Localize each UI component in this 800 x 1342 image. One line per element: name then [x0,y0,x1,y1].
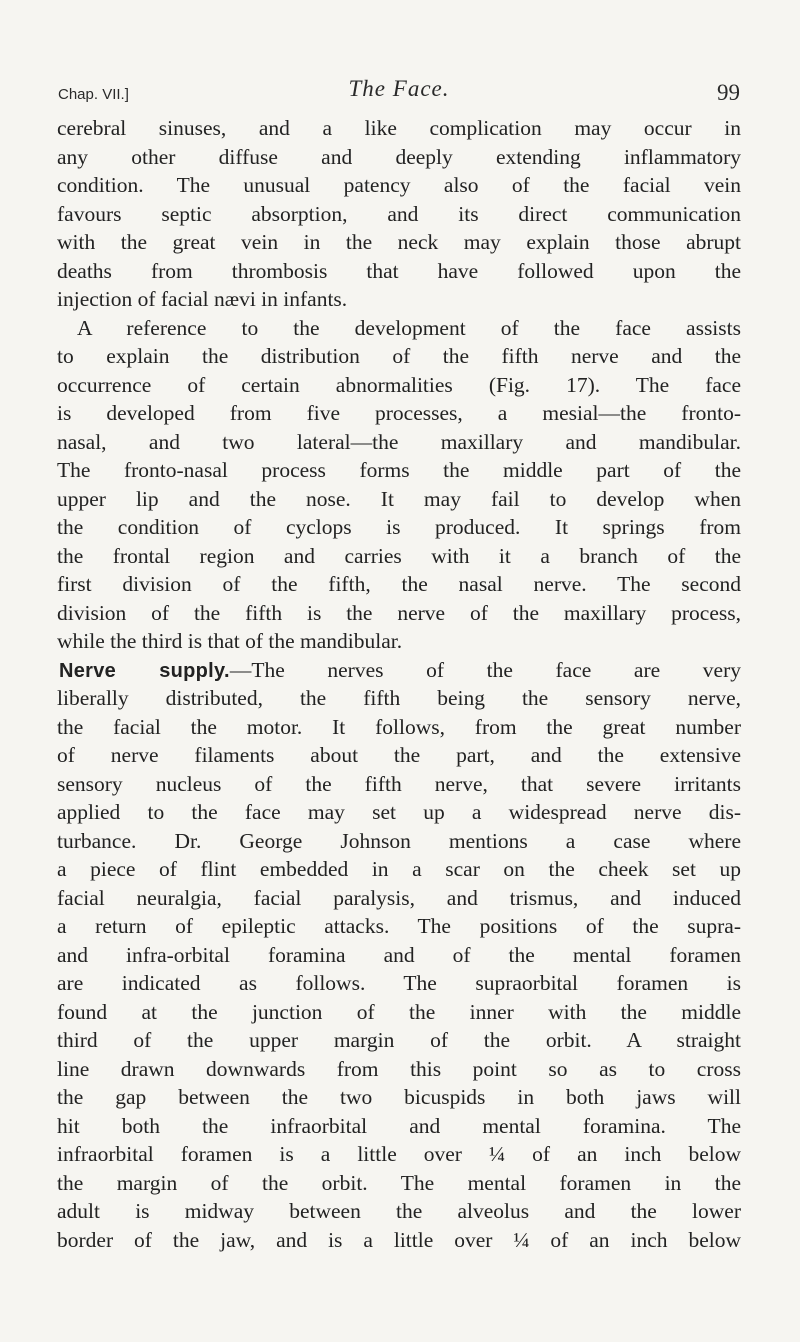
text-line: to explain the distribution of the fifth nerve and the [57,344,741,368]
text-line: turbance. Dr. George Johnson mentions a case where [57,828,741,853]
text-line: deaths from thrombosis that have followed upon the [57,258,741,283]
text-line: division of the fifth is the nerve of the maxillary process, [57,600,741,625]
text-line: while the third is that of the mandibular. [57,629,403,653]
running-head [58,76,740,112]
body-text [57,114,741,1254]
text-line: occurrence of certain abnormalities (Fig. 17). The face [57,372,741,397]
text-line: the condition of cyclops is produced. It springs from [57,515,741,539]
text-line: border of the jaw, and is a little over ¼ of an inch below [57,1227,741,1252]
text-line: cerebral sinuses, and a like complication may occur in [57,116,741,140]
text-line: first division of the fifth, the nasal nerve. The second [57,572,741,596]
text-line: liberally distributed, the fifth being the sensory nerve, [57,686,741,710]
side-heading: Nerve supply. [59,659,230,682]
text-line: injection of facial nævi in infants. [57,287,348,311]
text-line: the margin of the orbit. The mental foramen in the [57,1170,741,1195]
text-line: a return of epileptic attacks. The positions of the supra- [57,914,741,938]
text-line: with the great vein in the neck may explain those abrupt [57,230,741,254]
text-line: condition. The unusual patency also of the facial vein [57,173,741,197]
text-line: the facial the motor. It follows, from the great number [57,714,741,739]
text-line: a piece of flint embedded in a scar on the cheek set up [57,857,741,881]
text-line: The fronto-nasal process forms the middle part of the [57,458,741,482]
text-line: upper lip and the nose. It may fail to develop when [57,486,741,511]
text-line: adult is midway between the alveolus and the lower [57,1199,741,1223]
text-line: and infra-orbital foramina and of the mental foramen [57,942,741,967]
text-line: nasal, and two lateral—the maxillary and mandibular. [57,429,741,454]
text-line: applied to the face may set up a widespread nerve dis- [57,800,741,824]
text-line: sensory nucleus of the fifth nerve, that severe irritants [57,771,741,796]
text-line: is developed from five processes, a mesial—the fronto- [57,401,741,425]
page-title: The Face. [348,76,450,101]
page-number: 99 [717,80,740,105]
text-line: of nerve filaments about the part, and the extensive [57,743,741,767]
text-line: any other diffuse and deeply extending inflammatory [57,144,741,169]
text-line: facial neuralgia, facial paralysis, and trismus, and induced [57,885,741,910]
text-line: are indicated as follows. The supraorbital foramen is [57,971,741,995]
text-line: the gap between the two bicuspids in both jaws will [57,1085,741,1109]
chapter-label: Chap. VII.] [58,86,129,103]
text-line: favours septic absorption, and its direct communication [57,201,741,226]
text-line: hit both the infraorbital and mental foramina. The [57,1113,741,1138]
text-line: found at the junction of the inner with the middle [57,999,741,1024]
text-line: third of the upper margin of the orbit. A straight [57,1028,741,1052]
text-line-tail: —The nerves of the face are very [229,657,742,682]
text-line: line drawn downwards from this point so as to cross [57,1056,741,1081]
text-line: A reference to the development of the face assists [77,315,741,340]
text-line: infraorbital foramen is a little over ¼ of an inch below [57,1142,741,1166]
text-line: the frontal region and carries with it a branch of the [57,543,741,568]
text-line-with-side-heading [57,656,741,685]
